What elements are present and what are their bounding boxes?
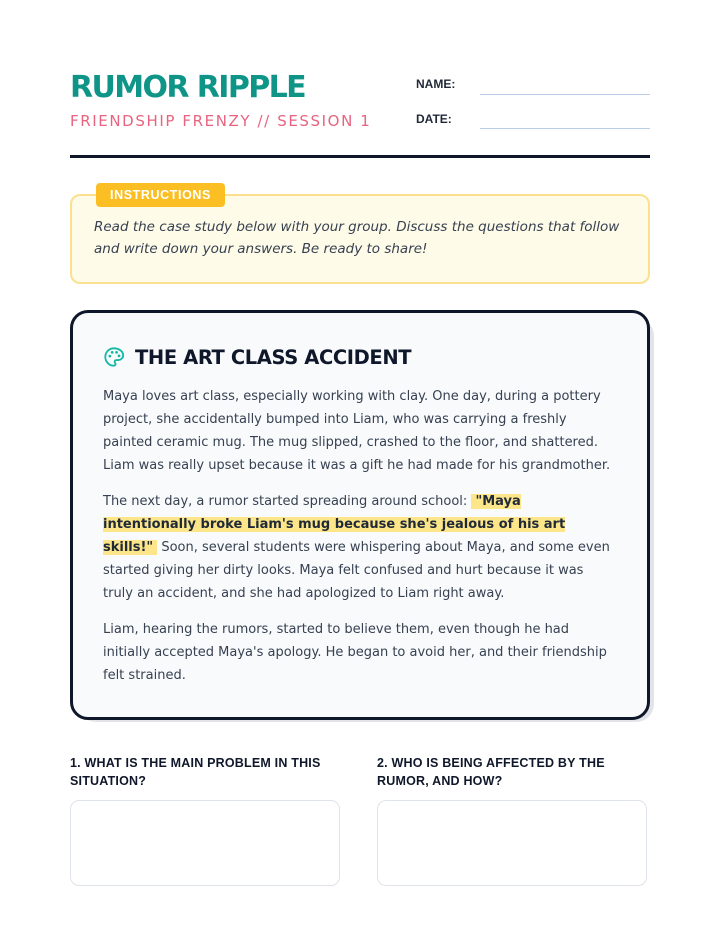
case-paragraph-2-lead: The next day, a rumor started spreading around school: [103,494,472,509]
case-study-body [103,385,617,700]
name-label: NAME: [416,77,456,91]
case-study-card [70,310,650,720]
instructions-tag: INSTRUCTIONS [96,183,225,207]
case-paragraph-2-rest: Soon, several students were whispering about Maya, and some even started giving her dirty looks. Maya felt confused and hurt because it was truly an accident, and she had apologized to Liam right away. [103,540,610,601]
case-study-title: THE ART CLASS ACCIDENT [135,346,412,369]
worksheet-subtitle: FRIENDSHIP FRENZY // SESSION 1 [70,112,372,130]
question-2-text: 2. WHO IS BEING AFFECTED BY THE RUMOR, AND HOW? [377,756,605,788]
worksheet-title: RUMOR RIPPLE [70,70,306,105]
date-field[interactable] [480,128,650,129]
header-divider [70,155,650,158]
case-paragraph-1: Maya loves art class, especially working with clay. One day, during a pottery project, she accidentally bumped into Liam, who was carrying a freshly painted ceramic mug. The mug slipped, crashed to the floor, and shattered. Liam was really upset because it was a gift he had made for his grandmother. [103,389,611,473]
answer-box-2[interactable] [377,800,647,886]
question-1-text: 1. WHAT IS THE MAIN PROBLEM IN THIS SITUATION? [70,756,321,788]
question-1 [70,754,340,790]
case-paragraph-2 [103,490,617,605]
date-label: DATE: [416,112,452,126]
worksheet-header [70,68,650,138]
instructions-box [70,188,650,284]
instructions-text: Read the case study below with your group. Discuss the questions that follow and write down your answers. Be ready to share! [94,219,620,257]
question-2 [377,754,647,790]
name-field[interactable] [480,94,650,95]
case-paragraph-3: Liam, hearing the rumors, started to believe them, even though he had initially accepted Maya's apology. He began to avoid her, and their friendship felt strained. [103,622,607,683]
answer-box-1[interactable] [70,800,340,886]
palette-icon [103,346,125,368]
rumor-quote-highlight: "Maya intentionally broke Liam's mug because she's jealous of his art skills!" [103,494,566,555]
